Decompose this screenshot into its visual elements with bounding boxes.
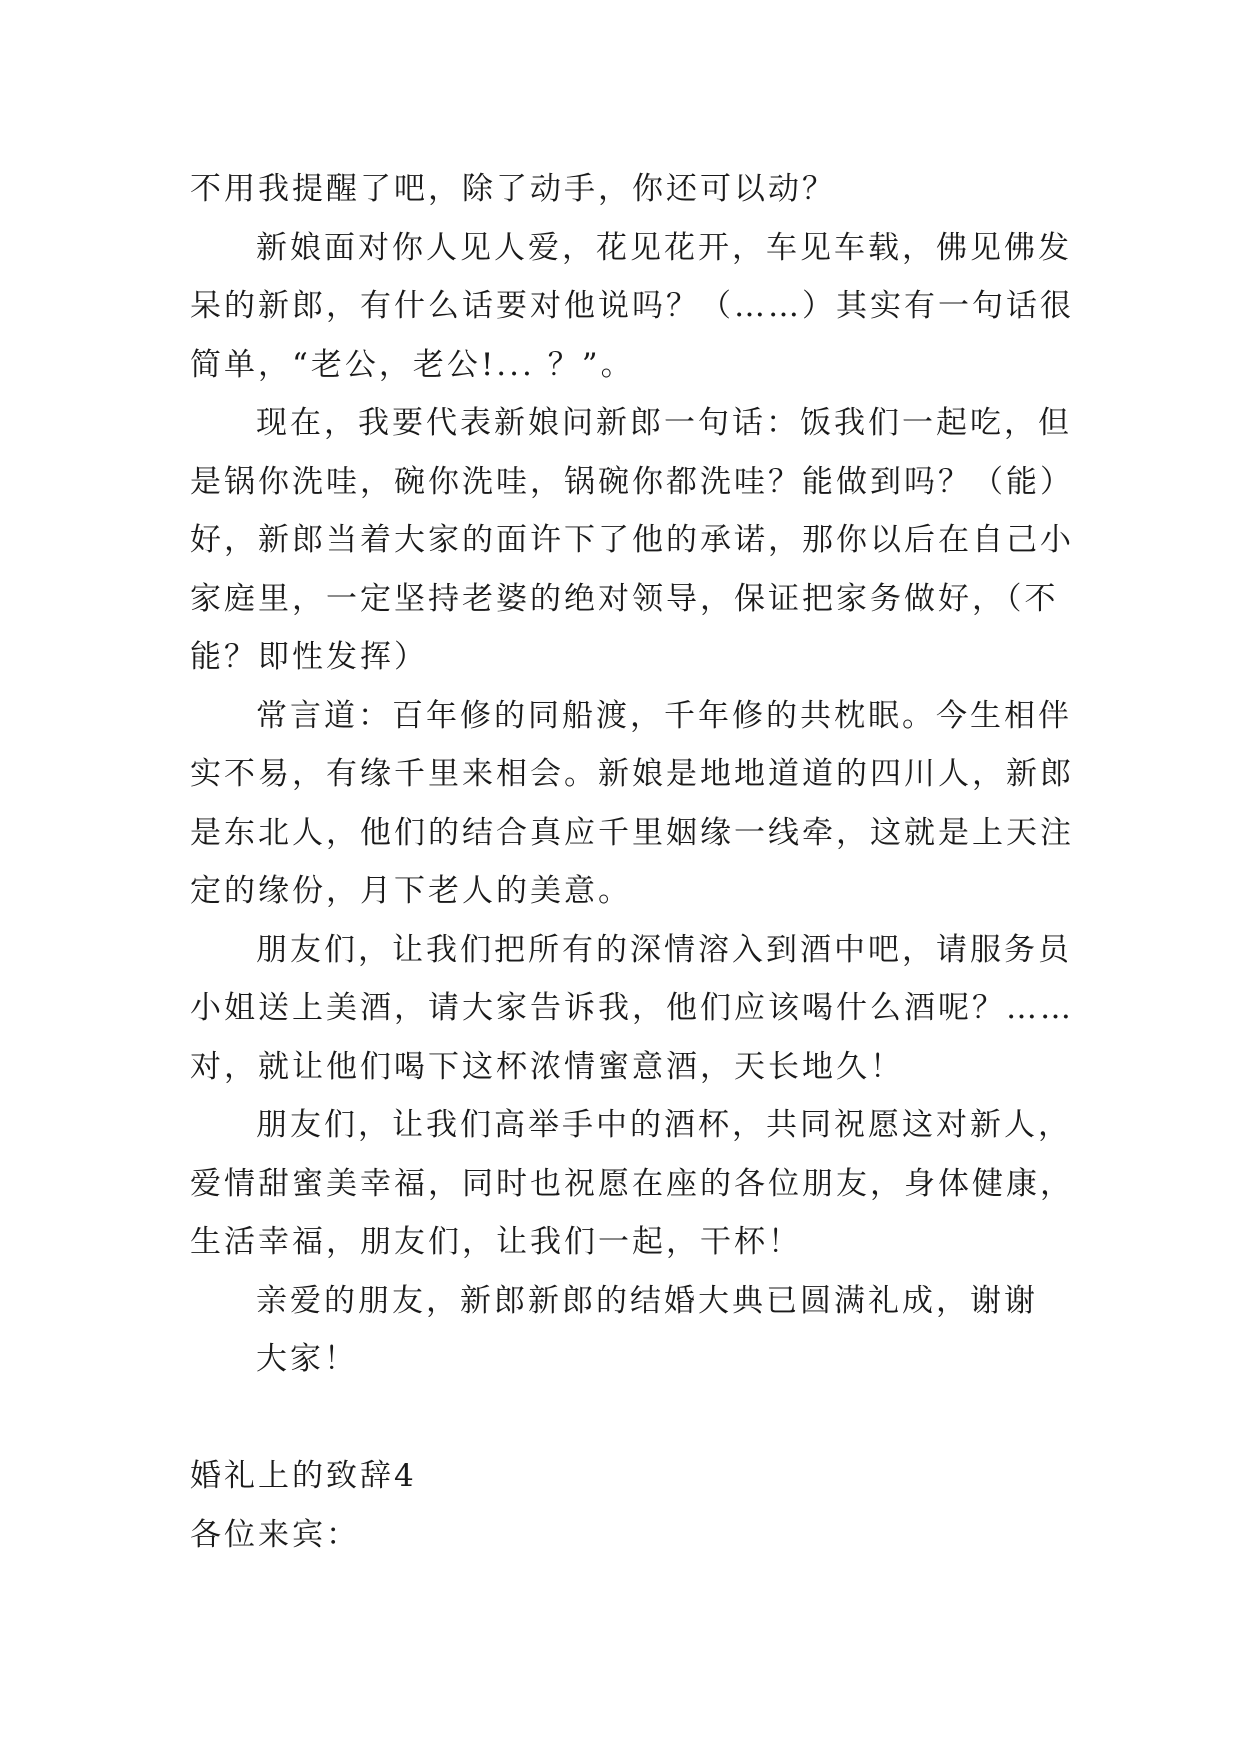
text-line: 呆的新郎，有什么话要对他说吗？（……）其实有一句话很 [190,288,1074,324]
text-line: 好，新郎当着大家的面许下了他的承诺，那你以后在自己小 [190,522,1074,558]
text-line: 小姐送上美酒，请大家告诉我，他们应该喝什么酒呢？…… [190,990,1074,1026]
text-line: 是东北人，他们的结合真应千里姻缘一线牵，这就是上天注 [190,814,1074,851]
section-heading: 婚礼上的致辞4 [190,1458,417,1494]
text-line: 大家！ [256,1341,358,1377]
paragraph-start-line: 亲爱的朋友，新郎新郎的结婚大典已圆满礼成，谢谢 [256,1282,1038,1319]
salutation-line: 各位来宾： [190,1516,360,1553]
paragraph-start-line: 新娘面对你人见人爱，花见花开，车见车载，佛见佛发 [256,229,1072,266]
paragraph-start-line: 朋友们，让我们把所有的深情溶入到酒中吧，请服务员 [256,931,1072,968]
paragraph-start-line: 现在，我要代表新娘问新郎一句话：饭我们一起吃，但 [256,405,1072,441]
text-line: 简单，“老公，老公!... ？”。 [190,346,635,383]
paragraph-spacer [190,1389,1070,1448]
text-line: 家庭里，一定坚持老婆的绝对领导，保证把家务做好，（不 [190,580,1059,617]
paragraph-start-line: 常言道：百年修的同船渡，千年修的共枕眠。今生相伴 [256,697,1072,734]
document-body [190,160,1074,1564]
text-line: 是锅你洗哇，碗你洗哇，锅碗你都洗哇？能做到吗？（能） [190,463,1074,500]
text-line: 能？即性发挥） [190,639,428,675]
text-line: 实不易，有缘千里来相会。新娘是地地道道的四川人，新郎 [190,756,1074,792]
text-line: 不用我提醒了吧，除了动手，你还可以动？ [190,171,836,207]
text-line: 定的缘份，月下老人的美意。 [190,873,632,909]
text-line: 爱情甜蜜美幸福，同时也祝愿在座的各位朋友，身体健康， [190,1165,1074,1202]
paragraph-start-line: 朋友们，让我们高举手中的酒杯，共同祝愿这对新人， [256,1107,1072,1143]
text-line: 生活幸福，朋友们，让我们一起，干杯！ [190,1224,802,1260]
text-line: 对，就让他们喝下这杯浓情蜜意酒，天长地久！ [190,1048,904,1085]
